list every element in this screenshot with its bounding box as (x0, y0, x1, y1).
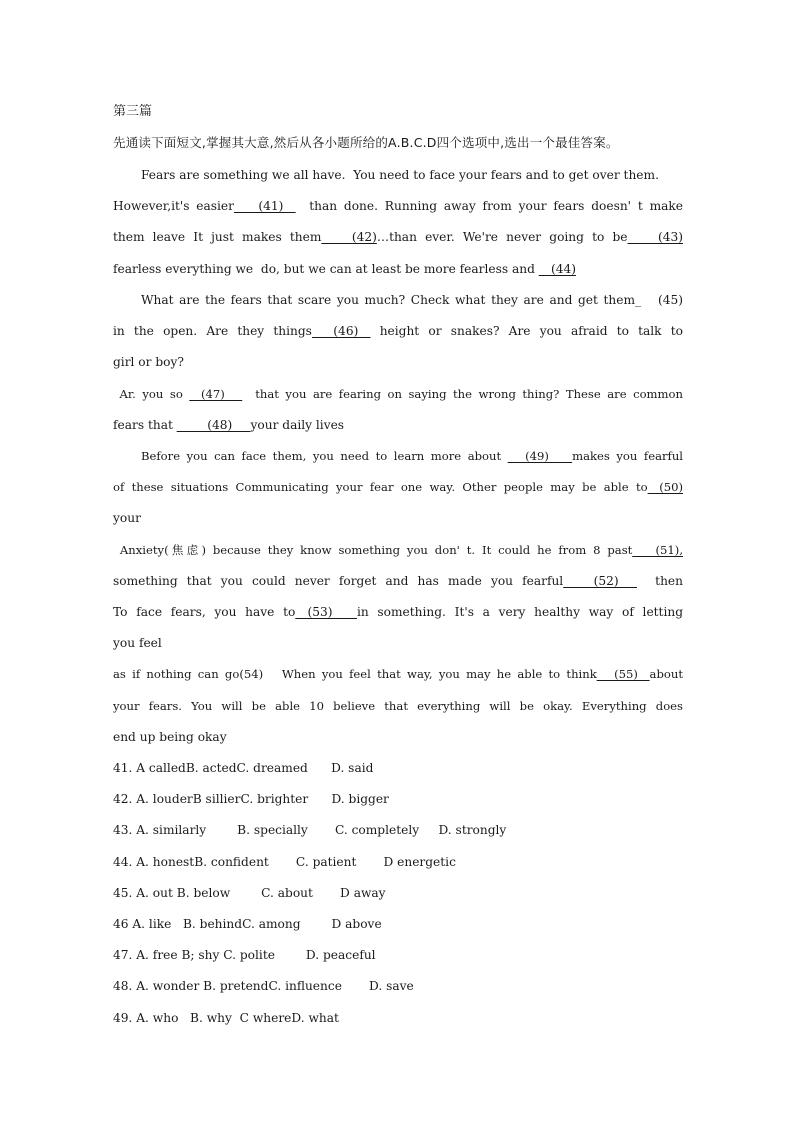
passage-line: fears that _____(48)___your daily lives (113, 418, 345, 432)
passage-line: of these situations Communicating your fear one way. Other people may be able to__(50) (113, 480, 683, 494)
passage-line: However,it's easier____(41)__ than done. Running away from your fears doesn' t make (113, 199, 684, 213)
blank-51: ____(51), (632, 543, 683, 557)
blank-52: _____(52)___ (563, 574, 637, 588)
blank-46: __ (46)__ (311, 324, 371, 338)
passage-line: your (113, 511, 141, 525)
question-47: 47. A. free B; shy C. polite D. peaceful (113, 948, 376, 962)
question-45: 45. A. out B. below C. about D away (113, 886, 386, 900)
blank-50: __(50) (647, 480, 683, 494)
passage-line: Before you can face them, you need to learn more about ___(49)____makes you fearful (141, 449, 683, 463)
question-41: 41. A calledB. actedC. dreamed D. said (113, 761, 374, 775)
instruction-text: 先通读下面短文,掌握其大意,然后从各小题所给的A.B.C.D四个选项中,选出一个最佳答案。 (113, 135, 619, 150)
question-42: 42. A. louderB sillierC. brighter D. bigger (113, 792, 389, 806)
passage-line: your fears. You will be able 10 believe that everything will be okay. Everything does (113, 699, 683, 713)
passage-line: Ar. you so __(47)___ that you are fearing on saying the wrong thing? These are common (113, 387, 683, 401)
blank-53: __(53)____ (295, 605, 357, 619)
blank-44: __(44) (538, 262, 576, 276)
passage-line: Fears are something we all have. You need to face your fears and to get over them. (141, 168, 659, 182)
passage-line: them leave It just makes them_____(42)…than ever. We're never going to be_____(43) (113, 230, 683, 244)
blank-49: ___(49)____ (507, 449, 573, 463)
passage-line: To face fears, you have to__(53)____in something. It's a very healthy way of letting (113, 605, 684, 619)
passage-line: end up being okay (113, 730, 227, 744)
blank-55: ___(55)__ (596, 667, 650, 681)
blank-42: _____(42) (321, 230, 377, 244)
section-title: 第三篇 (113, 104, 153, 119)
passage-line: Anxiety(焦虑) because they know something you don' t. It could he from 8 past____(51), (113, 543, 683, 557)
passage-line: something that you could never forget and has made you fearful_____(52)___ then (113, 574, 683, 588)
question-49: 49. A. who B. why C whereD. what (113, 1011, 339, 1025)
question-46: 46 A. like B. behindC. among D above (113, 917, 382, 931)
blank-48: _____(48)___ (176, 418, 251, 432)
blank-41: ____(41)__ (233, 199, 296, 213)
passage-line: in the open. Are they things__ (46)__ height or snakes? Are you afraid to talk to (113, 324, 683, 338)
question-43: 43. A. similarly B. specially C. completely D. strongly (113, 823, 507, 837)
blank-47: __(47)___ (189, 387, 243, 401)
passage-line: fearless everything we do, but we can at least be more fearless and __(44) (113, 262, 576, 276)
question-48: 48. A. wonder B. pretendC. influence D. save (113, 979, 414, 993)
passage-line: you feel (113, 636, 162, 650)
passage-line: What are the fears that scare you much? Check what they are and get them_ (45) (141, 293, 683, 307)
passage-line: as if nothing can go(54) When you feel that way, you may he able to think___(55)__about (113, 667, 683, 681)
question-44: 44. A. honestB. confident C. patient D energetic (113, 855, 456, 869)
passage-line: girl or boy? (113, 355, 184, 369)
blank-43: _____(43) (627, 230, 683, 244)
